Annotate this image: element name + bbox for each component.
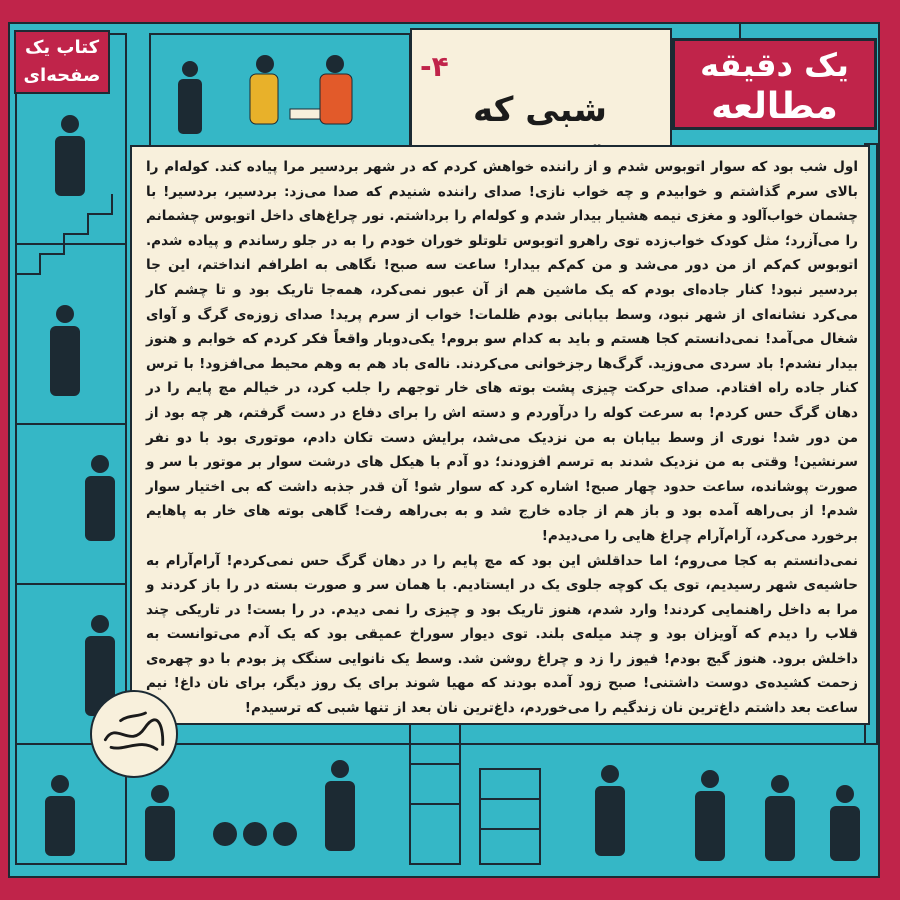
paragraph-1: اول شب بود که سوار اتوبوس شدم و از راننده خواهش کردم که در شهر بردسیر مرا پیاده کند. کوله‌ام را بالای سرم گذاشتم و خوابیدم و چه خواب نازی! صدای راننده شنیدم که صدا می‌زد: بردسیر، بردسیر! با چشمان خواب‌آلود و مغزی نیمه هشیار بیدار شدم و کوله‌ام را برداشتم. نور چراغ‌های داخل اتوبوس چشمانم را می‌آزرد؛ مثل کودک خواب‌زده توی راهرو اتوبوس تلوتلو خوران خودم را به در جلو رساندم و پیاده شدم. اتوبوس کم‌کم از من دور می‌شد و من کم‌کم بیدار! ساعت سه صبح! نگاهی به اطرافم انداختم، این جا بردسیر نبود! کنار جاده‌ای بودم که یک ماشین هم از آن عبور نمی‌کرد، همه‌جا تاریک بود و تا چشم کار می‌کرد نشانه‌ای از شهر نبود، وسط بیابانی بودم ظلمات! خواب از سرم پرید! صدای زوزه‌ی گرگ و آوای شغال می‌آمد! نمی‌دانستم کجا هستم و باید به کدام سو بروم! یکی‌دوبار واقعاً فکر کردم که خوابم و هنوز بیدار نشدم! باد سردی می‌وزید. گرگ‌ها رجزخوانی می‌کردند. ناله‌ی باد هم به وهم محیط می‌افزود! با ترس کنار جاده راه افتادم. صدای حرکت چیزی پشت بوته های خار توجهم را جلب کرد، در خیالم مچ پایم را در دهان گرگ حس کردم! به سرعت کوله را درآوردم و دسته اش را برای دفاع در دست گرفتم، هر چه بود از من دور شد! نوری از وسط بیابان به من نزدیک می‌شد، برایش دست تکان دادم، موتوری بود با دو نفر سرنشین! وقتی به من نزدیک شدند به ترسم افزودند؛ دو آدم با هیکل های درشت سوار بر موتور با سر و صورت پوشانده، ساعت حدود چهار صبح! اشاره کرد که سوار شو! آن قدر جذبه داشت که بی اختیار سوار شدم! از بی‌راهه آمده بود و باز هم از جاده خارج شد و به بی‌راهه رفت! گاهی بوته های خار به پاهایم برخورد می‌کرد، آرام‌آرام چراغ هایی را می‌دیدم! <box>146 159 858 544</box>
brand-line-2: مطالعه <box>711 86 838 127</box>
paragraph-2: نمی‌دانستم به کجا می‌روم؛ اما حداقلش این بود که مچ پایم را در دهان گرگ حس نمی‌کردم! آرام‌آرام به حاشیه‌ی شهر رسیدیم، توی یک کوچه جلوی یک در ایستادیم. با همان سر و صورت بسته در را باز کردند و مرا به داخل راهنمایی کردند! وارد شدم، هنوز تاریک بود و چیزی را نمی دیدم. در را بست! در تاریکی چند قلاب را دیدم که آویزان بود و چند میله‌ی بلند. توی دیوار سوراخ عمیقی بود که یک آدم می‌توانست به داخلش برود. هنوز گیج بودم! فیوز را زد و چراغ روشن شد. وسط یک نانوایی سنگک پز بودم با دو چهره‌ی زحمت کشیده‌ی دوست داشتنی! صبح زود آمده بودند که مهیا شوند برای یک روز دیگر، برای نان داغ! نیم ساعت بعد داشتم داغ‌ترین نان زندگیم را می‌خوردم، داغ‌ترین نان بعد از تنها شبی که ترسیدم! <box>146 552 858 717</box>
brand-line-1: یک دقیقه <box>700 46 849 84</box>
story-text <box>146 155 858 717</box>
book-badge <box>14 30 110 94</box>
story-panel <box>130 145 870 725</box>
brand-box <box>672 38 877 130</box>
story-title: شبی که <box>473 90 607 130</box>
episode-number: ۴- <box>420 50 449 83</box>
signature-seal <box>90 690 178 778</box>
badge-line-2: صفحه‌ای <box>23 65 101 86</box>
badge-line-1: کتاب یک <box>24 37 100 58</box>
